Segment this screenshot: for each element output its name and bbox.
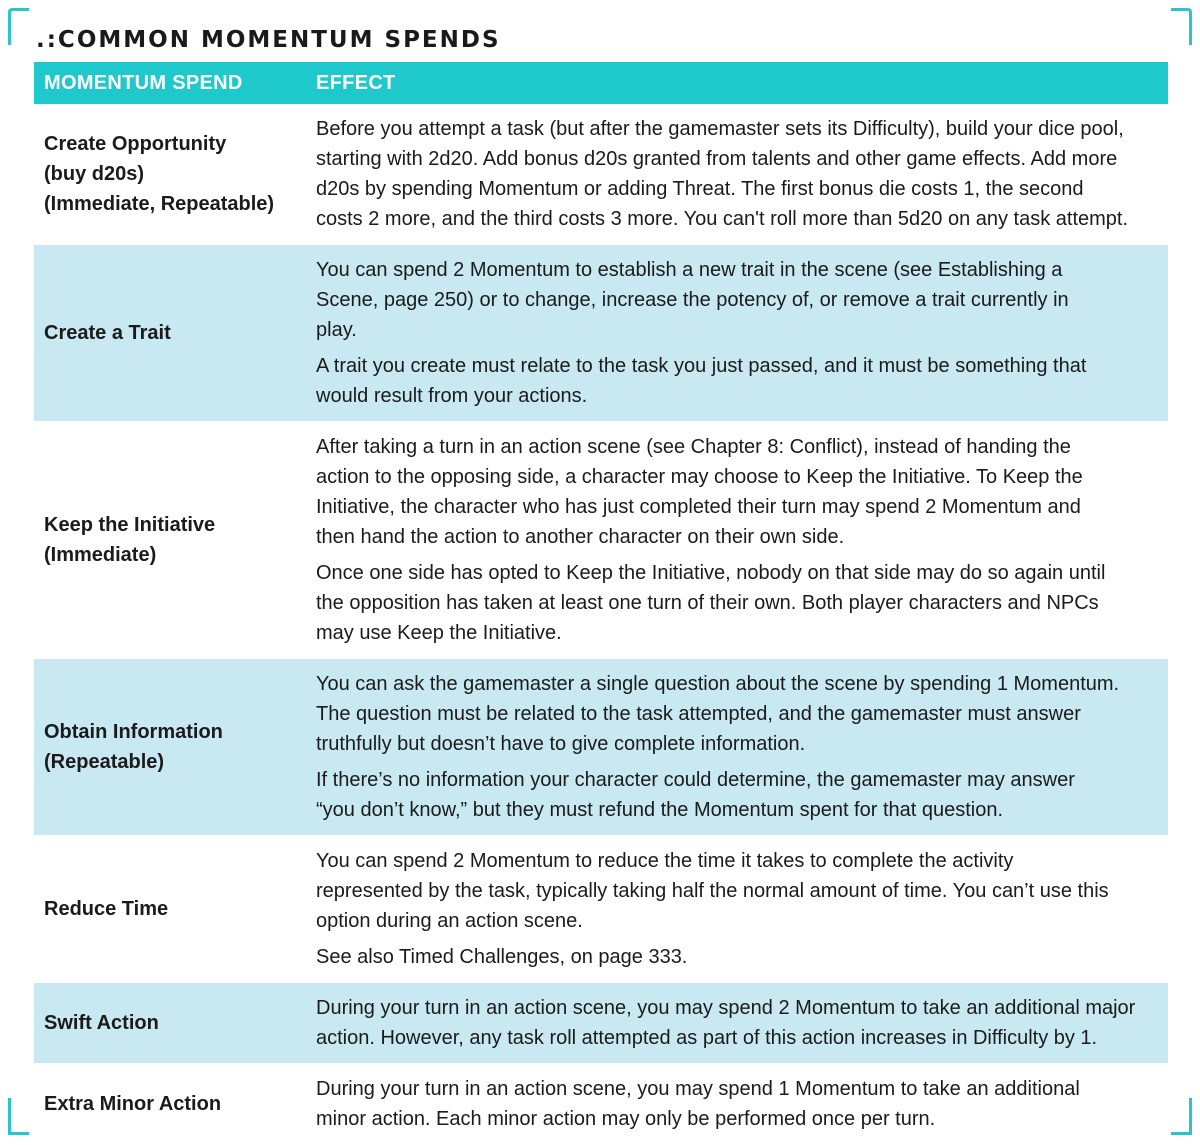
spend-name-line: Obtain Information [44,721,223,743]
effect-line: truthfully but doesn’t have to give complete information. [316,733,806,755]
effect-description [306,422,1168,659]
effect-line: costs 2 more, and the third costs 3 more. You can't roll more than 5d20 on any task attempt. [316,208,1129,230]
corner-bracket-top-left [8,8,29,45]
effect-description [306,104,1168,245]
effect-line: A trait you create must relate to the task you just passed, and it must be something that [316,355,1087,377]
effect-description [306,245,1168,422]
spend-name-line: (Immediate) [44,544,157,566]
effect-line: starting with 2d20. Add bonus d20s granted from talents and other game effects. Add more [316,148,1118,170]
momentum-spend-name [34,422,306,659]
momentum-spend-name [34,836,306,983]
corner-bracket-bottom-left [8,1098,29,1135]
section-heading: .:COMMON MOMENTUM SPENDS [36,27,501,53]
momentum-spend-name [34,1064,306,1145]
table-row [34,1064,1168,1145]
effect-line: See also Timed Challenges, on page 333. [316,946,688,968]
table-body [34,104,1168,1145]
effect-line: Scene, page 250) or to change, increase the potency of, or remove a trait currently in [316,289,1069,311]
effect-line: would result from your actions. [316,385,588,407]
column-header-momentum-spend: MOMENTUM SPEND [34,62,306,104]
effect-description [306,836,1168,983]
spend-name-line: Reduce Time [44,898,169,920]
table-row [34,104,1168,245]
corner-bracket-top-right [1171,8,1192,45]
spend-name-line: (Repeatable) [44,751,165,773]
effect-description [306,983,1168,1064]
table-row [34,983,1168,1064]
spend-name-line: Swift Action [44,1012,159,1034]
corner-bracket-bottom-right [1171,1098,1192,1135]
effect-line: Initiative, the character who has just completed their turn may spend 2 Momentum and [316,496,1081,518]
effect-line: action. However, any task roll attempted as part of this action increases in Difficulty by 1. [316,1027,1098,1049]
table-row [34,245,1168,422]
table-row [34,836,1168,983]
table-row [34,422,1168,659]
effect-line: minor action. Each minor action may only be performed once per turn. [316,1108,936,1130]
effect-line: Once one side has opted to Keep the Initiative, nobody on that side may do so again until [316,562,1106,584]
spend-name-line: Create a Trait [44,322,171,344]
effect-description [306,659,1168,836]
effect-line: If there’s no information your character could determine, the gamemaster may answer [316,769,1075,791]
spend-name-line: Keep the Initiative [44,514,216,536]
effect-description [306,1064,1168,1145]
effect-line: may use Keep the Initiative. [316,622,562,644]
momentum-spend-name [34,983,306,1064]
effect-line: During your turn in an action scene, you may spend 2 Momentum to take an additional major [316,997,1136,1019]
spend-name-line: Create Opportunity [44,133,227,155]
effect-line: After taking a turn in an action scene (see Chapter 8: Conflict), instead of handing the [316,436,1071,458]
table-header-row [34,62,1168,104]
effect-line: During your turn in an action scene, you may spend 1 Momentum to take an additional [316,1078,1080,1100]
effect-line: the opposition has taken at least one turn of their own. Both player characters and NPCs [316,592,1099,614]
spend-name-line: (Immediate, Repeatable) [44,193,275,215]
effect-line: option during an action scene. [316,910,583,932]
spend-name-line: Extra Minor Action [44,1093,222,1115]
momentum-spend-name [34,104,306,245]
effect-line: d20s by spending Momentum or adding Threat. The first bonus die costs 1, the second [316,178,1084,200]
momentum-spend-name [34,659,306,836]
effect-line: You can ask the gamemaster a single question about the scene by spending 1 Momentum. [316,673,1120,695]
momentum-spends-table [34,62,1168,1145]
effect-line: You can spend 2 Momentum to reduce the time it takes to complete the activity [316,850,1014,872]
effect-line: The question must be related to the task attempted, and the gamemaster must answer [316,703,1081,725]
effect-line: play. [316,319,357,341]
table-row [34,659,1168,836]
effect-line: then hand the action to another character on their own side. [316,526,845,548]
effect-line: represented by the task, typically taking half the normal amount of time. You can’t use this [316,880,1109,902]
effect-line: action to the opposing side, a character may choose to Keep the Initiative. To Keep the [316,466,1083,488]
effect-line: “you don’t know,” but they must refund the Momentum spent for that question. [316,799,1004,821]
momentum-spend-name [34,245,306,422]
effect-line: Before you attempt a task (but after the gamemaster sets its Difficulty), build your dice pool, [316,118,1124,140]
column-header-effect: EFFECT [306,62,1168,104]
effect-line: You can spend 2 Momentum to establish a new trait in the scene (see Establishing a [316,259,1063,281]
spend-name-line: (buy d20s) [44,163,145,185]
